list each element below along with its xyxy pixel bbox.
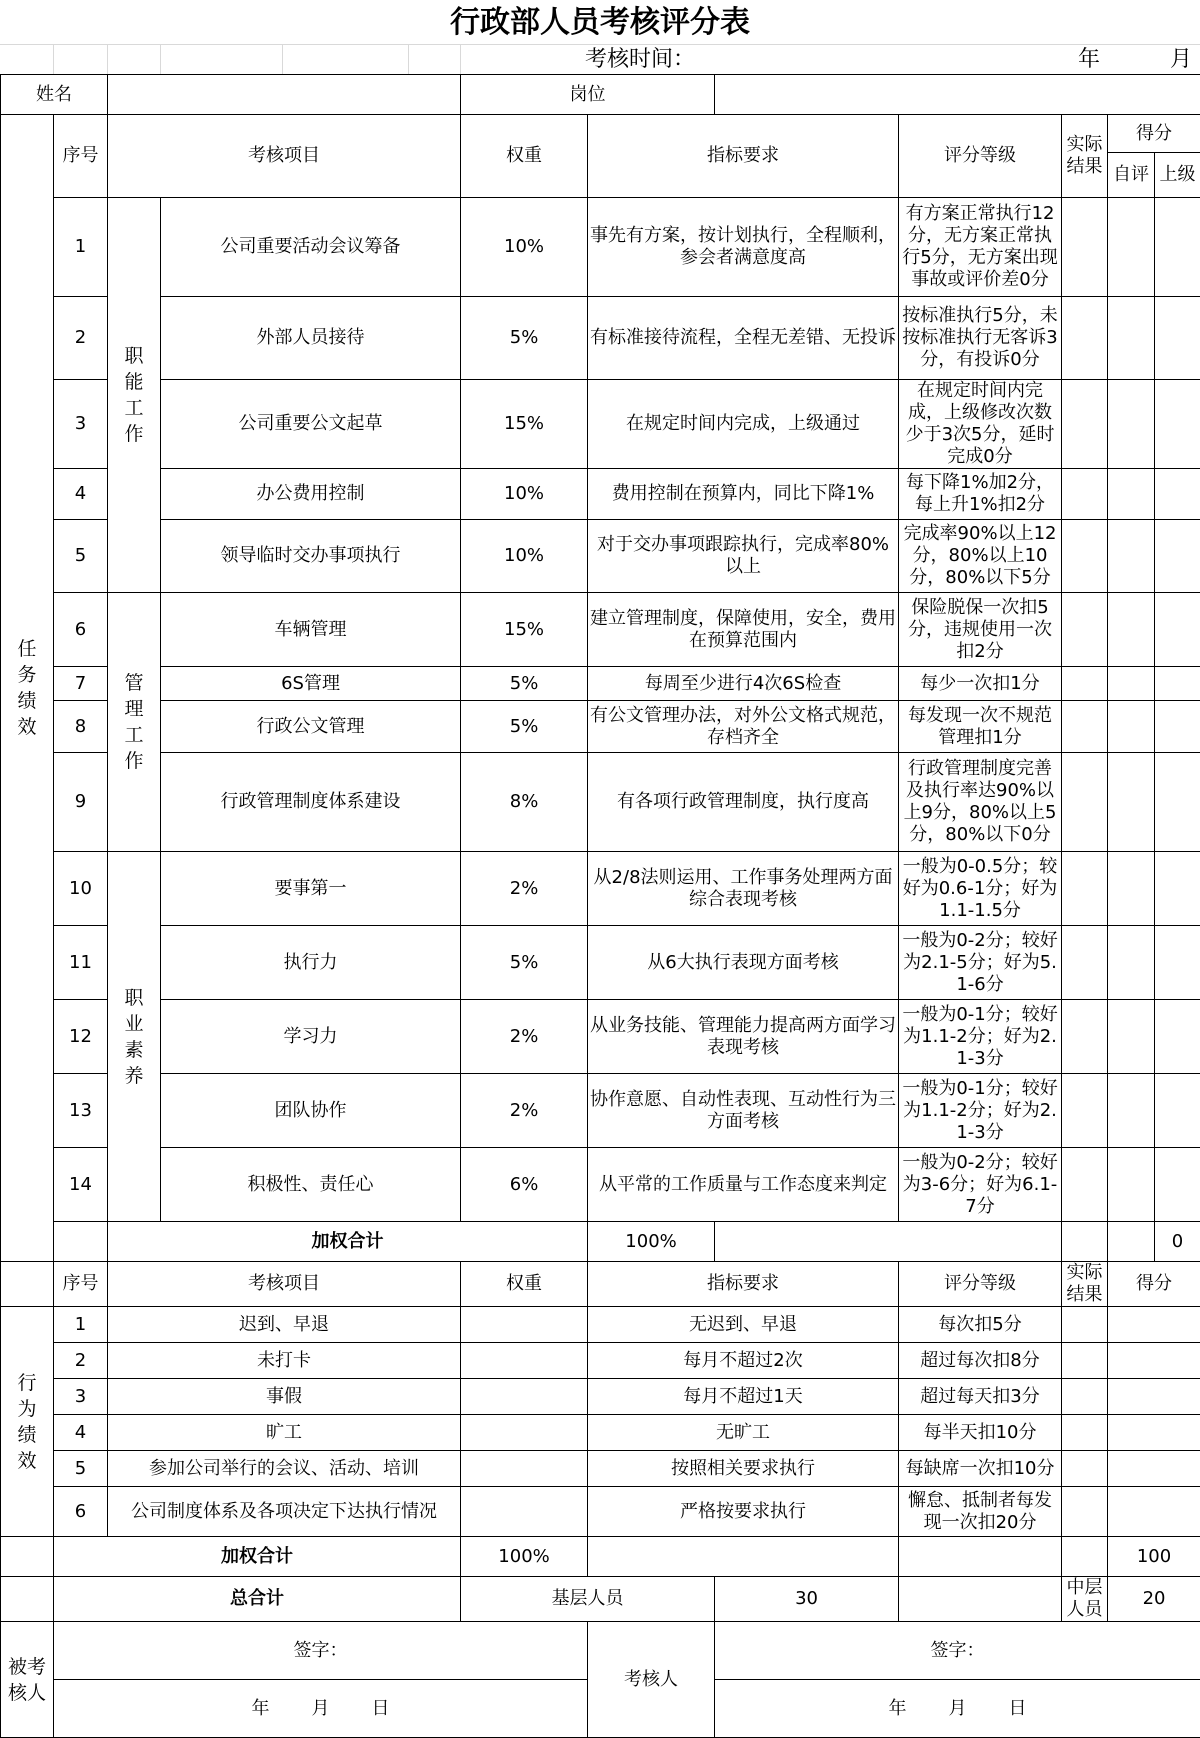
col-grading: 评分等级	[899, 1262, 1062, 1307]
row-actual[interactable]	[1062, 1487, 1108, 1537]
row-actual[interactable]	[1062, 198, 1108, 297]
row-actual[interactable]	[1062, 593, 1108, 667]
blank-cell	[1, 1577, 54, 1622]
row-actual[interactable]	[1062, 1343, 1108, 1379]
row-score[interactable]	[1108, 1487, 1200, 1537]
row-requirement: 每周至少进行4次6S检查	[588, 667, 899, 701]
table-row	[1, 469, 1200, 520]
row-grading: 每半天扣10分	[899, 1415, 1062, 1451]
row-grading: 每缺席一次扣10分	[899, 1451, 1062, 1487]
row-item: 办公费用控制	[161, 469, 461, 520]
row-weight: 15%	[461, 380, 588, 469]
row-weight[interactable]	[461, 1487, 588, 1537]
blank-cell	[715, 1222, 1062, 1262]
row-item: 领导临时交办事项执行	[161, 520, 461, 593]
row-grading: 懈怠、抵制者每发现一次扣20分	[899, 1487, 1062, 1537]
row-weight[interactable]	[461, 1343, 588, 1379]
row-no: 14	[54, 1148, 108, 1222]
row-weight: 5%	[461, 297, 588, 380]
grand-total-label: 总合计	[54, 1577, 461, 1622]
row-score[interactable]	[1108, 1379, 1200, 1415]
col-actual: 实际结果	[1062, 115, 1108, 198]
row-self-score[interactable]	[1108, 380, 1155, 469]
row-item: 外部人员接待	[161, 297, 461, 380]
row-grading: 在规定时间内完成，上级修改次数少于3次5分，延时完成0分	[899, 380, 1062, 469]
assessment-table	[0, 74, 1200, 1738]
row-self-score[interactable]	[1108, 593, 1155, 667]
row-no: 10	[54, 852, 108, 926]
assessment-month-label: 月	[1170, 44, 1192, 74]
row-requirement: 从业务技能、管理能力提高两方面学习表现考核	[588, 1000, 899, 1074]
name-input[interactable]	[108, 75, 461, 115]
row-self-score[interactable]	[1108, 753, 1155, 852]
behavior-header-row	[1, 1262, 1200, 1307]
row-weight: 2%	[461, 1074, 588, 1148]
col-superior: 上级	[1155, 153, 1200, 198]
mid-staff-label: 中层人员	[1062, 1577, 1108, 1622]
row-grading: 一般为0-1分；较好为1.1-2分；好为2.1-3分	[899, 1074, 1062, 1148]
row-weight: 8%	[461, 753, 588, 852]
row-score[interactable]	[1108, 1415, 1200, 1451]
col-weight: 权重	[461, 115, 588, 198]
blank-cell	[1108, 1222, 1155, 1262]
group-label-management: 管理工作	[108, 593, 161, 852]
date-year: 年	[889, 1698, 907, 1719]
row-grading: 一般为0-2分；较好为3-6分；好为6.1-7分	[899, 1148, 1062, 1222]
row-superior-score[interactable]	[1155, 593, 1200, 667]
row-item: 公司制度体系及各项决定下达执行情况	[108, 1487, 461, 1537]
blank-cell	[1062, 1222, 1108, 1262]
row-item: 行政管理制度体系建设	[161, 753, 461, 852]
blank-cell	[588, 1537, 899, 1577]
task-section-label: 任务绩效	[1, 115, 54, 1262]
row-grading: 按标准执行5分，未按标准执行无客诉3分，有投诉0分	[899, 297, 1062, 380]
table-row	[1, 753, 1200, 852]
row-item: 执行力	[161, 926, 461, 1000]
row-superior-score[interactable]	[1155, 701, 1200, 753]
row-superior-score[interactable]	[1155, 380, 1200, 469]
row-grading: 超过每次扣8分	[899, 1343, 1062, 1379]
row-actual[interactable]	[1062, 753, 1108, 852]
row-no: 5	[54, 1451, 108, 1487]
table-row	[1, 593, 1200, 667]
row-self-score[interactable]	[1108, 297, 1155, 380]
row-no: 9	[54, 753, 108, 852]
row-superior-score[interactable]	[1155, 520, 1200, 593]
task-total-row	[1, 1222, 1200, 1262]
row-actual[interactable]	[1062, 1000, 1108, 1074]
row-superior-score[interactable]	[1155, 1000, 1200, 1074]
row-superior-score[interactable]	[1155, 297, 1200, 380]
row-actual[interactable]	[1062, 1074, 1108, 1148]
row-no: 1	[54, 1307, 108, 1343]
row-no: 6	[54, 1487, 108, 1537]
col-requirement: 指标要求	[588, 1262, 899, 1307]
row-item: 6S管理	[161, 667, 461, 701]
row-grading: 一般为0-0.5分；较好为0.6-1分；好为1.1-1.5分	[899, 852, 1062, 926]
col-score: 得分	[1108, 115, 1200, 153]
row-superior-score[interactable]	[1155, 198, 1200, 297]
row-requirement: 有各项行政管理制度，执行度高	[588, 753, 899, 852]
blank-cell	[1, 1537, 54, 1577]
table-row	[1, 198, 1200, 297]
col-no: 序号	[54, 1262, 108, 1307]
row-weight[interactable]	[461, 1451, 588, 1487]
row-no: 7	[54, 667, 108, 701]
row-requirement: 费用控制在预算内，同比下降1%	[588, 469, 899, 520]
table-row	[1, 1451, 1200, 1487]
info-row	[1, 75, 1200, 115]
row-actual[interactable]	[1062, 1307, 1108, 1343]
examiner-date[interactable]	[715, 1680, 1200, 1738]
post-input[interactable]	[715, 75, 1200, 115]
table-row	[1, 701, 1200, 753]
row-no: 3	[54, 380, 108, 469]
row-self-score[interactable]	[1108, 1148, 1155, 1222]
row-requirement: 事先有方案，按计划执行，全程顺利，参会者满意度高	[588, 198, 899, 297]
row-weight[interactable]	[461, 1379, 588, 1415]
row-actual[interactable]	[1062, 1415, 1108, 1451]
row-weight: 2%	[461, 1000, 588, 1074]
row-actual[interactable]	[1062, 1451, 1108, 1487]
row-no: 4	[54, 1415, 108, 1451]
grand-total-row	[1, 1577, 1200, 1622]
row-actual[interactable]	[1062, 469, 1108, 520]
row-grading: 保险脱保一次扣5分，违规使用一次扣2分	[899, 593, 1062, 667]
row-item: 旷工	[108, 1415, 461, 1451]
group-label-functional: 职能工作	[108, 198, 161, 593]
row-item: 车辆管理	[161, 593, 461, 667]
row-no: 1	[54, 198, 108, 297]
row-actual[interactable]	[1062, 520, 1108, 593]
row-no: 2	[54, 297, 108, 380]
col-item: 考核项目	[108, 115, 461, 198]
row-requirement: 建立管理制度，保障使用，安全，费用在预算范围内	[588, 593, 899, 667]
mid-staff-value: 20	[1108, 1577, 1200, 1622]
row-grading: 行政管理制度完善及执行率达90%以上9分，80%以上5分，80%以下0分	[899, 753, 1062, 852]
row-item: 事假	[108, 1379, 461, 1415]
blank-cell	[1, 1262, 54, 1307]
row-item: 公司重要活动会议筹备	[161, 198, 461, 297]
row-superior-score[interactable]	[1155, 926, 1200, 1000]
examinee-date[interactable]	[54, 1680, 588, 1738]
row-item: 未打卡	[108, 1343, 461, 1379]
table-row	[1, 667, 1200, 701]
row-no: 11	[54, 926, 108, 1000]
col-self: 自评	[1108, 153, 1155, 198]
row-item: 积极性、责任心	[161, 1148, 461, 1222]
row-self-score[interactable]	[1108, 667, 1155, 701]
table-row	[1, 1148, 1200, 1222]
row-actual[interactable]	[1062, 926, 1108, 1000]
row-grading: 每次扣5分	[899, 1307, 1062, 1343]
row-requirement: 从6大执行表现方面考核	[588, 926, 899, 1000]
examinee-label: 被考核人	[1, 1622, 54, 1738]
col-item: 考核项目	[108, 1262, 461, 1307]
row-superior-score[interactable]	[1155, 1148, 1200, 1222]
row-no: 2	[54, 1343, 108, 1379]
name-label: 姓名	[1, 75, 108, 115]
row-grading: 每下降1%加2分，每上升1%扣2分	[899, 469, 1062, 520]
row-requirement: 按照相关要求执行	[588, 1451, 899, 1487]
behavior-total-weight: 100%	[461, 1537, 588, 1577]
date-day: 日	[372, 1698, 390, 1719]
row-weight: 10%	[461, 520, 588, 593]
row-requirement: 每月不超过2次	[588, 1343, 899, 1379]
post-label: 岗位	[461, 75, 715, 115]
row-self-score[interactable]	[1108, 926, 1155, 1000]
date-month: 月	[312, 1698, 330, 1719]
row-requirement: 严格按要求执行	[588, 1487, 899, 1537]
row-weight: 10%	[461, 198, 588, 297]
row-grading: 每发现一次不规范管理扣1分	[899, 701, 1062, 753]
row-weight: 15%	[461, 593, 588, 667]
signature-row	[1, 1622, 1200, 1680]
row-item: 团队协作	[161, 1074, 461, 1148]
row-item: 要事第一	[161, 852, 461, 926]
col-weight: 权重	[461, 1262, 588, 1307]
assessment-time-label: 考核时间：	[585, 44, 695, 74]
table-row	[1, 1379, 1200, 1415]
row-no: 6	[54, 593, 108, 667]
task-total-weight: 100%	[588, 1222, 715, 1262]
row-actual[interactable]	[1062, 1379, 1108, 1415]
col-score: 得分	[1108, 1262, 1200, 1307]
table-row	[1, 1307, 1200, 1343]
row-no: 4	[54, 469, 108, 520]
row-weight[interactable]	[461, 1307, 588, 1343]
row-grading: 有方案正常执行12分，无方案正常执行5分，无方案出现事故或评价差0分	[899, 198, 1062, 297]
row-superior-score[interactable]	[1155, 469, 1200, 520]
row-item: 学习力	[161, 1000, 461, 1074]
blank-cell	[54, 1222, 108, 1262]
row-actual[interactable]	[1062, 297, 1108, 380]
date-day: 日	[1009, 1698, 1027, 1719]
table-row	[1, 1074, 1200, 1148]
row-requirement: 从平常的工作质量与工作态度来判定	[588, 1148, 899, 1222]
table-row	[1, 380, 1200, 469]
row-weight[interactable]	[461, 1415, 588, 1451]
assessment-year-label: 年	[1078, 44, 1100, 74]
row-weight: 6%	[461, 1148, 588, 1222]
row-superior-score[interactable]	[1155, 1074, 1200, 1148]
table-row	[1, 1415, 1200, 1451]
row-self-score[interactable]	[1108, 469, 1155, 520]
page-title: 行政部人员考核评分表	[0, 0, 1200, 44]
row-actual[interactable]	[1062, 701, 1108, 753]
examinee-sign-label[interactable]: 签字：	[54, 1622, 588, 1680]
row-weight: 10%	[461, 469, 588, 520]
examiner-sign-label[interactable]: 签字：	[715, 1622, 1200, 1680]
table-row	[1, 1487, 1200, 1537]
row-no: 5	[54, 520, 108, 593]
row-weight: 5%	[461, 701, 588, 753]
row-requirement: 有标准接待流程，全程无差错、无投诉	[588, 297, 899, 380]
row-requirement: 在规定时间内完成，上级通过	[588, 380, 899, 469]
group-label-professional: 职业素养	[108, 852, 161, 1222]
row-superior-score[interactable]	[1155, 852, 1200, 926]
row-no: 13	[54, 1074, 108, 1148]
row-grading: 一般为0-1分；较好为1.1-2分；好为2.1-3分	[899, 1000, 1062, 1074]
col-grading: 评分等级	[899, 115, 1062, 198]
row-superior-score[interactable]	[1155, 753, 1200, 852]
col-requirement: 指标要求	[588, 115, 899, 198]
row-requirement: 无迟到、早退	[588, 1307, 899, 1343]
row-weight: 5%	[461, 667, 588, 701]
row-score[interactable]	[1108, 1451, 1200, 1487]
col-no: 序号	[54, 115, 108, 198]
task-total-label: 加权合计	[108, 1222, 588, 1262]
row-actual[interactable]	[1062, 380, 1108, 469]
row-requirement: 有公文管理办法，对外公文格式规范，存档齐全	[588, 701, 899, 753]
examiner-label: 考核人	[588, 1622, 715, 1738]
base-staff-label: 基层人员	[461, 1577, 715, 1622]
row-score[interactable]	[1108, 1307, 1200, 1343]
task-total-self: 0	[1155, 1222, 1200, 1262]
row-grading: 每少一次扣1分	[899, 667, 1062, 701]
row-actual[interactable]	[1062, 852, 1108, 926]
row-grading: 一般为0-2分；较好为2.1-5分；好为5.1-6分	[899, 926, 1062, 1000]
row-self-score[interactable]	[1108, 520, 1155, 593]
row-requirement: 每月不超过1天	[588, 1379, 899, 1415]
date-month: 月	[949, 1698, 967, 1719]
behavior-total-score: 100	[1108, 1537, 1200, 1577]
row-self-score[interactable]	[1108, 198, 1155, 297]
row-requirement: 协作意愿、自动性表现、互动性行为三方面考核	[588, 1074, 899, 1148]
row-requirement: 无旷工	[588, 1415, 899, 1451]
row-self-score[interactable]	[1108, 1000, 1155, 1074]
table-row	[1, 852, 1200, 926]
row-weight: 5%	[461, 926, 588, 1000]
blank-cell	[1062, 1537, 1108, 1577]
row-no: 12	[54, 1000, 108, 1074]
row-item: 行政公文管理	[161, 701, 461, 753]
row-weight: 2%	[461, 852, 588, 926]
row-score[interactable]	[1108, 1343, 1200, 1379]
row-actual[interactable]	[1062, 667, 1108, 701]
blank-cell	[899, 1537, 1062, 1577]
col-actual: 实际结果	[1062, 1262, 1108, 1307]
row-requirement: 从2/8法则运用、工作事务处理两方面综合表现考核	[588, 852, 899, 926]
behavior-total-label: 加权合计	[54, 1537, 461, 1577]
table-row	[1, 1000, 1200, 1074]
table-row	[1, 926, 1200, 1000]
row-item: 公司重要公文起草	[161, 380, 461, 469]
base-staff-value: 30	[715, 1577, 899, 1622]
date-year: 年	[252, 1698, 270, 1719]
behavior-total-row	[1, 1537, 1200, 1577]
row-item: 迟到、早退	[108, 1307, 461, 1343]
blank-cell	[899, 1577, 1062, 1622]
row-grading: 完成率90%以上12分，80%以上10分，80%以下5分	[899, 520, 1062, 593]
task-header-row	[1, 115, 1200, 153]
table-row	[1, 297, 1200, 380]
row-actual[interactable]	[1062, 1148, 1108, 1222]
row-no: 8	[54, 701, 108, 753]
row-grading: 超过每天扣3分	[899, 1379, 1062, 1415]
table-row	[1, 520, 1200, 593]
behavior-section-label: 行为绩效	[1, 1307, 54, 1537]
row-superior-score[interactable]	[1155, 667, 1200, 701]
row-item: 参加公司举行的会议、活动、培训	[108, 1451, 461, 1487]
table-row	[1, 1343, 1200, 1379]
row-self-score[interactable]	[1108, 701, 1155, 753]
row-requirement: 对于交办事项跟踪执行，完成率80%以上	[588, 520, 899, 593]
row-self-score[interactable]	[1108, 1074, 1155, 1148]
row-self-score[interactable]	[1108, 852, 1155, 926]
row-no: 3	[54, 1379, 108, 1415]
